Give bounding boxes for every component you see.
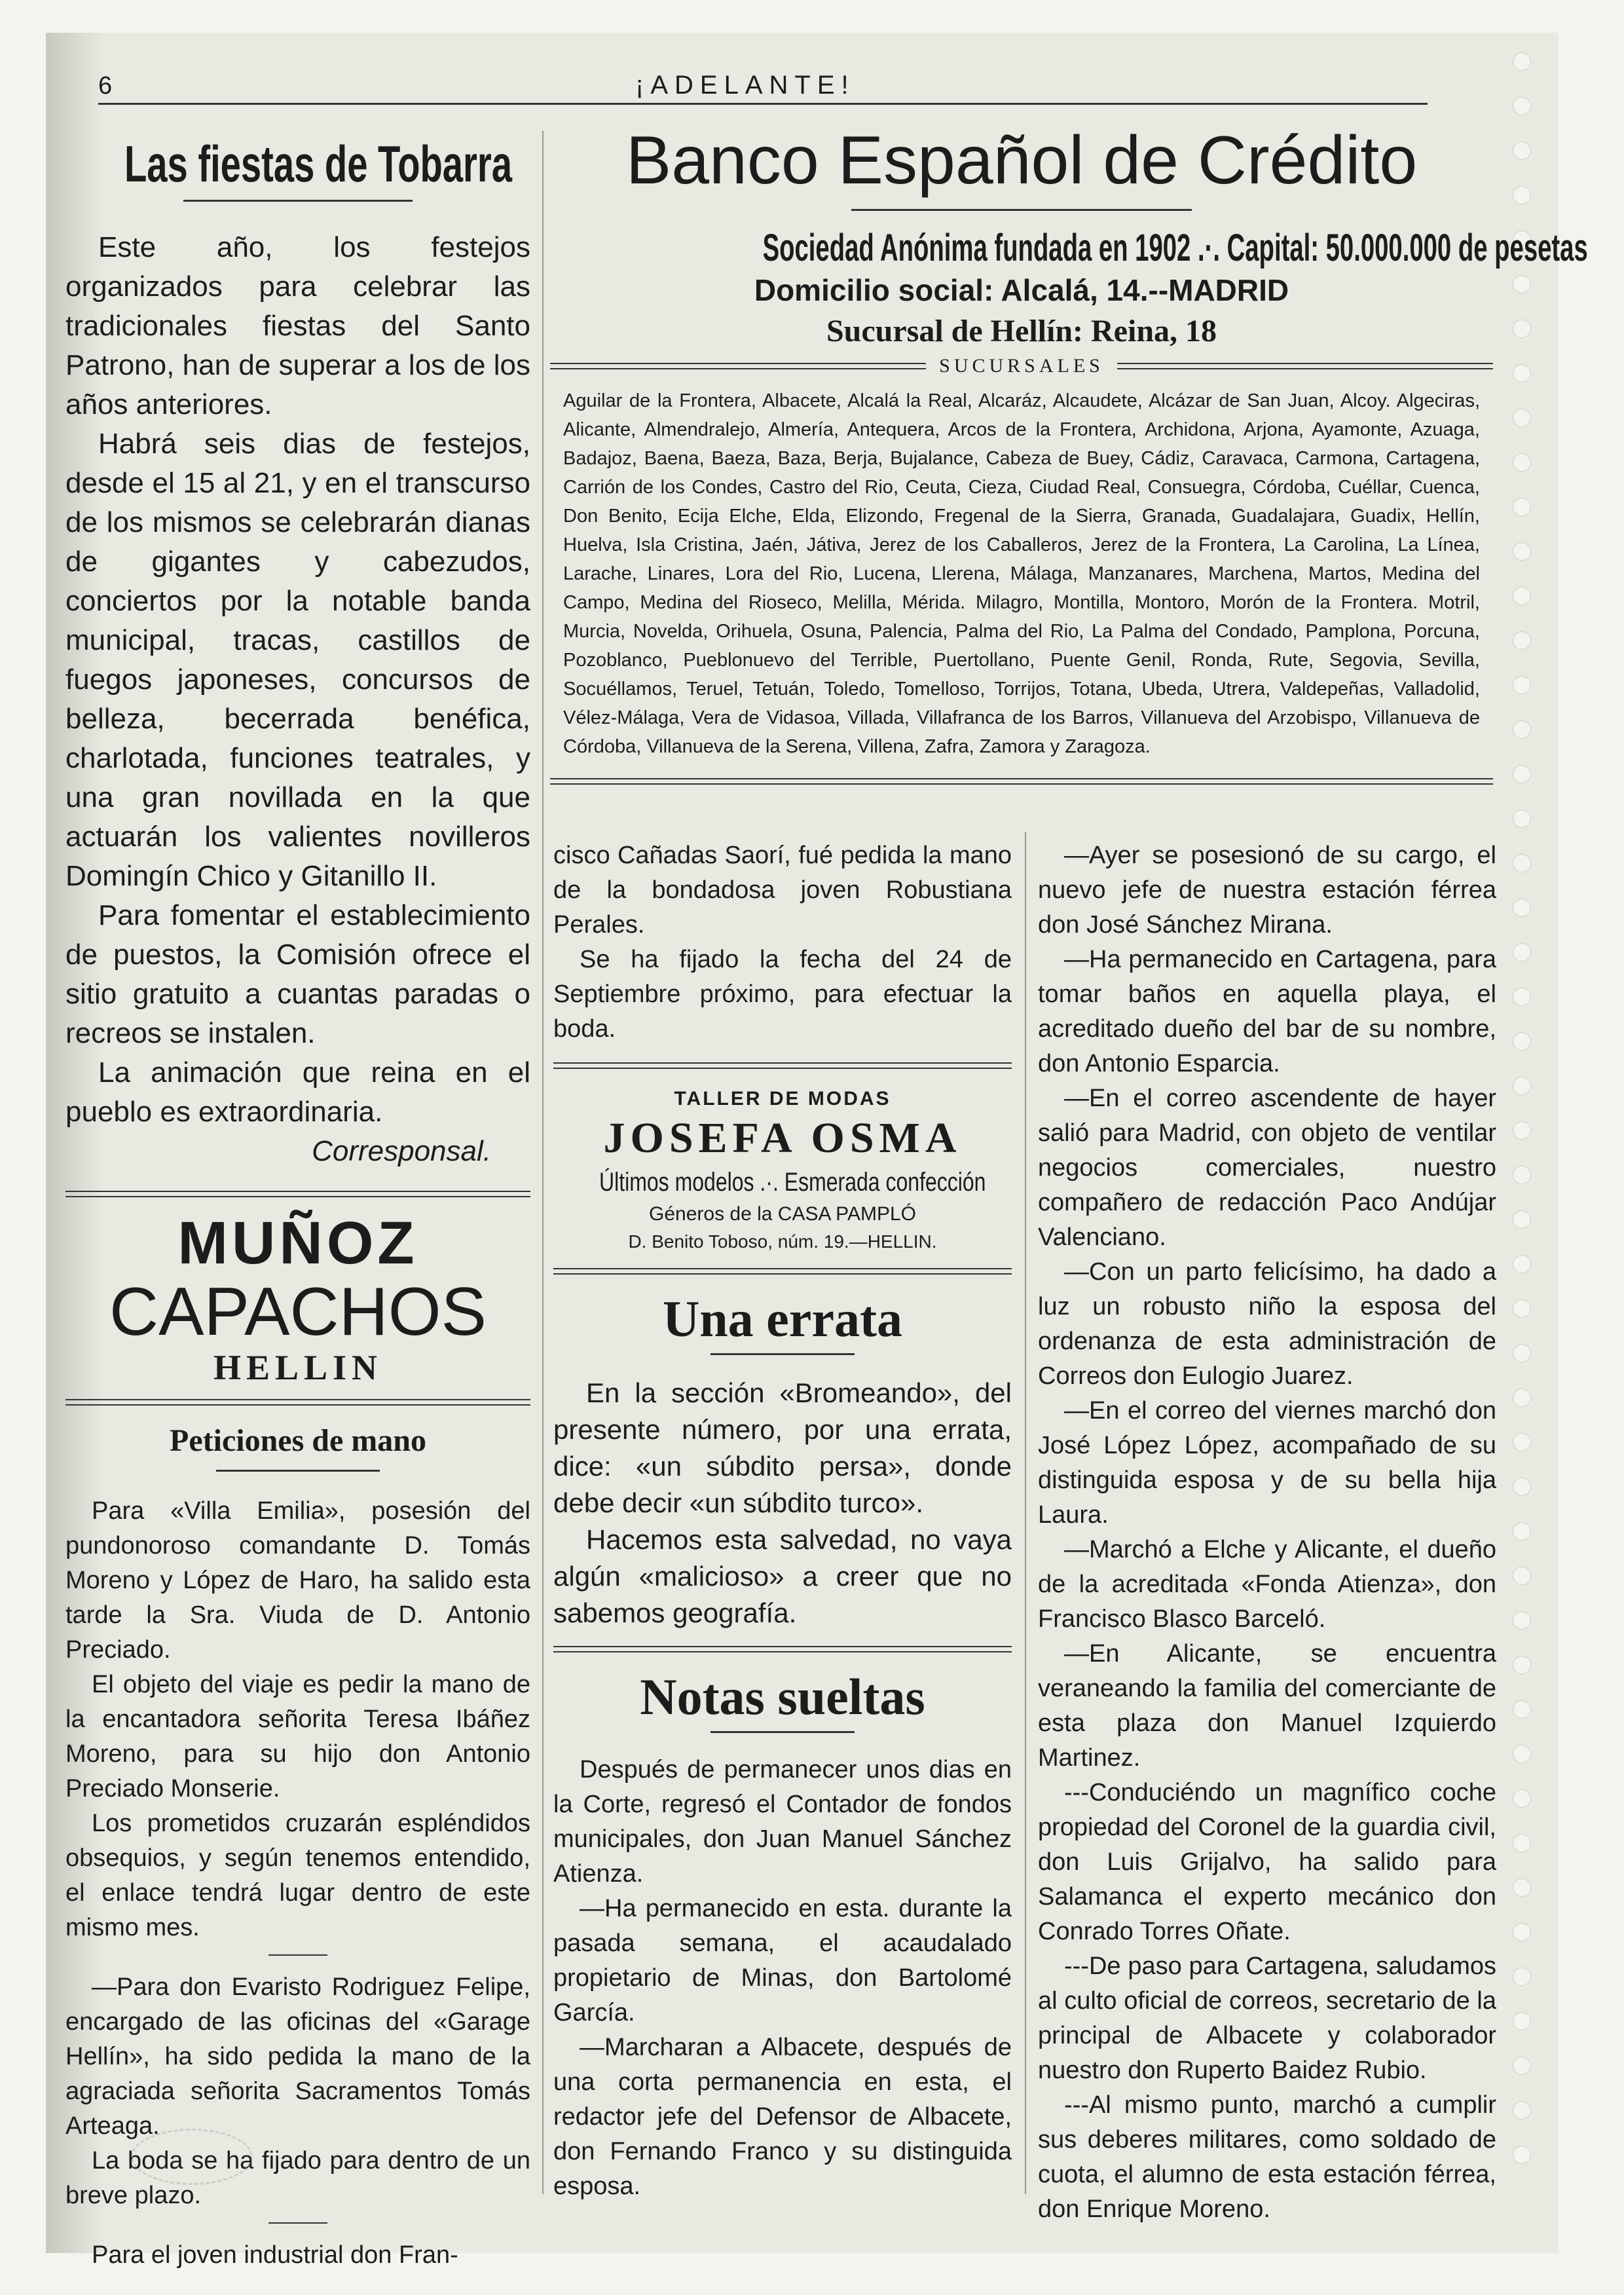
banco-advertisement	[550, 121, 1588, 785]
notas-paragraph: —Marcharan a Albacete, después de una corta permanencia en esta, el redactor jefe del Defensor de Albacete, don Fernando Franco y su distinguida esposa.	[553, 2034, 1012, 2200]
banco-branch-list: Aguilar de la Frontera, Albacete, Alcalá la Real, Alcaráz, Alcaudete, Alcázar de San Juan, Alcoy. Algeciras, Alicante, Almendralejo, Almería, Antequera, Arcos de la Frontera, Archidona, Arjona, Ayamonte, Azuaga, Badajoz, Baena, Baeza, Baza, Berja, Bujalance, Cabeza de Buey, Cádiz, Caravaca, Carmona, Cartagena, Carrión de los Condes, Castro del Rio, Ceuta, Cieza, Ciudad Real, Consuegra, Córdoba, Cuéllar, Cuenca, Don Benito, Ecija Elche, Elda, Elizondo, Fregenal de la Sierra, Granada, Guadalajara, Guadix, Hellín, Huelva, Isla Cristina, Jaén, Játiva, Jerez de los Caballeros, Jerez de la Frontera, La Carolina, La Línea, Larache, Linares, Lora del Rio, Lucena, Llerena, Málaga, Manzanares, Marchena, Martos, Medina del Campo, Medina del Rioseco, Melilla, Mérida. Milagro, Montilla, Montoro, Morón de la Frontera. Motril, Murcia, Novelda, Orihuela, Osuna, Palencia, Palma del Rio, La Palma del Condado, Pamplona, Porcuna, Pozoblanco, Pueblonuevo del Terrible, Puertollano, Puente Genil, Ronda, Rute, Segovia, Sevilla, Socuéllamos, Teruel, Tetuán, Toledo, Tomelloso, Torrijos, Totana, Ubeda, Utrera, Valdepeñas, Valladolid, Vélez-Málaga, Vera de Vidasoa, Villada, Villafranca de los Barros, Villanueva del Arzobispo, Villanueva de Córdoba, Villanueva de la Serena, Villena, Zafra, Zamora y Zaragoza.	[563, 390, 1480, 757]
peticiones-paragraph: Para el joven industrial don Fran-	[92, 2241, 458, 2269]
notas-item: —En el correo del viernes marchó don José López López, acompañado de su distinguida esposa y de su bella hija Laura.	[1038, 1397, 1496, 1529]
notas-item: —En Alicante, se encuentra veraneando la familia del comerciante de esta plaza don Manuel Izquierdo Martinez.	[1038, 1640, 1496, 1772]
errata-title-rule	[710, 1353, 855, 1355]
right-column	[1038, 838, 1496, 2227]
peticiones-continuation	[553, 838, 1012, 1047]
sucursales-label-row	[550, 355, 1493, 377]
notas-item: —Con un parto felicísimo, ha dado a luz un robusto niño la esposa del ordenanza de esta administración de Correos don Eulogio Juarez.	[1038, 1258, 1496, 1390]
taller-label: TALLER DE MODAS	[674, 1088, 891, 1110]
short-divider	[268, 2222, 327, 2224]
peticiones-paragraph: Para «Villa Emilia», posesión del pundonoroso comandante D. Tomás Moreno y López de Haro, ha salido esta tarde la Sra. Viuda de D. Antonio Preciado.	[65, 1497, 530, 1664]
errata-paragraph: En la sección «Bromeando», del presente número, por una errata, dice: «un súbdito persa», donde debe decir «un súbdito turco».	[553, 1377, 1012, 1518]
notas-continuation	[1038, 838, 1496, 2227]
munoz-line2: CAPACHOS	[109, 1274, 487, 1350]
banco-subtitle-box	[550, 227, 1588, 270]
double-rule-left	[550, 363, 926, 369]
page-number: 6	[98, 72, 113, 100]
munoz-advertisement	[65, 1210, 530, 1387]
column-separator	[1025, 832, 1026, 2194]
peticiones-paragraph: La boda se ha fijado para dentro de un breve plazo.	[65, 2147, 530, 2209]
section-double-rule	[65, 1191, 530, 1197]
notas-paragraph: Después de permanecer unos dias en la Corte, regresó el Contador de fondos municipales, don Juan Manuel Sánchez Atienza.	[553, 1756, 1012, 1888]
munoz-line1: MUÑOZ	[177, 1210, 418, 1277]
notas-paragraph: —Ha permanecido en esta. durante la pasada semana, el acaudalado propietario de Minas, don Bartolomé García.	[553, 1895, 1012, 2026]
fiestas-paragraph: Este año, los festejos organizados para celebrar las tradicionales fiestas del Santo Patrono, han de superar a los de los años anteriores.	[65, 231, 530, 420]
section-double-rule	[553, 1062, 1012, 1069]
middle-column	[553, 838, 1012, 2204]
taller-name: JOSEFA OSMA	[603, 1114, 962, 1162]
banco-sucursal: Sucursal de Hellín: Reina, 18	[826, 314, 1217, 348]
fiestas-title: Las fiestas de Tobarra	[124, 135, 512, 193]
taller-line3: D. Benito Toboso, núm. 19.—HELLIN.	[628, 1231, 937, 1252]
fiestas-paragraph: Para fomentar el establecimiento de puestos, la Comisión ofrece el sitio gratuito a cuantas paradas o recreos se instalen.	[65, 899, 530, 1049]
fiestas-heading-box	[65, 128, 530, 200]
taller-line2: Géneros de la CASA PAMPLÓ	[649, 1203, 916, 1225]
notas-item: ---Conduciéndo un magnífico coche propiedad del Coronel de la guardia civil, don Luis Grijalvo, ha salido para Salamanca el experto mecánico don Conrado Torres Oñate.	[1038, 1779, 1496, 1945]
taller-line1: Últimos modelos .·. Esmerada confección	[599, 1168, 986, 1197]
header-rule	[98, 103, 1428, 105]
perforation-strip	[1513, 52, 1532, 2190]
errata-paragraph: Hacemos esta salvedad, no vaya algún «malicioso» a creer que no sabemos geografía.	[553, 1524, 1012, 1628]
newspaper-title: ¡ADELANTE!	[635, 71, 855, 100]
banco-subtitle: Sociedad Anónima fundada en 1902 .·. Capital: 50.000.000 de pesetas	[762, 227, 1588, 269]
section-double-rule	[65, 1399, 530, 1406]
fiestas-paragraph: Habrá seis dias de festejos, desde el 15 al 21, y en el transcurso de los mismos se celebrarán dianas de gigantes y cabezudos, conciertos por la notable banda municipal, tracas, castillos de fuegos japoneses, concursos de belleza, becerrada benéfica, charlotada, funciones teatrales, y una gran novillada en la que actuarán los valientes novilleros Domingín Chico y Gitanillo II.	[65, 428, 530, 892]
page-header	[98, 65, 1428, 105]
sucursales-label: SUCURSALES	[939, 355, 1104, 377]
ink-stamp-mark	[131, 2129, 253, 2185]
peticiones-paragraph: El objeto del viaje es pedir la mano de la encantadora señorita Teresa Ibáñez Moreno, para su hijo don Antonio Preciado Monserie.	[65, 1671, 530, 1802]
continuation-paragraph: Se ha fijado la fecha del 24 de Septiembre próximo, para efectuar la boda.	[553, 946, 1012, 1043]
section-double-rule	[550, 778, 1493, 785]
notas-item: —Marchó a Elche y Alicante, el dueño de la acreditada «Fonda Atienza», don Francisco Blasco Barceló.	[1038, 1536, 1496, 1633]
fiestas-signature: Corresponsal.	[312, 1135, 491, 1167]
banco-domicilio: Domicilio social: Alcalá, 14.--MADRID	[754, 273, 1289, 307]
notas-title: Notas sueltas	[640, 1668, 925, 1725]
double-rule-right	[1117, 363, 1493, 369]
notas-item: —Ha permanecido en Cartagena, para tomar baños en aquella playa, el acreditado dueño del bar de su nombre, don Antonio Esparcia.	[1038, 946, 1496, 1077]
fiestas-article	[65, 228, 530, 1171]
notas-item: ---Al mismo punto, marchó a cumplir sus deberes militares, como soldado de cuota, el alumno de esta estación férrea, don Enrique Moreno.	[1038, 2091, 1496, 2223]
errata-title: Una errata	[662, 1290, 903, 1347]
peticiones-paragraph: Los prometidos cruzarán espléndidos obsequios, y según tenemos entendido, el enlace tendrá lugar dentro de este mismo mes.	[65, 1810, 530, 1941]
fiestas-paragraph: La animación que reina en el pueblo es extraordinaria.	[65, 1056, 530, 1128]
notas-item: ---De paso para Cartagena, saludamos al culto oficial de correos, secretario de la principal de Albacete y colaborador nuestro don Ruperto Baidez Rubio.	[1038, 1952, 1496, 2084]
column-separator	[542, 131, 544, 2194]
banco-title-rule	[851, 209, 1192, 211]
peticiones-title-rule	[216, 1470, 380, 1472]
peticiones-paragraph: —Para don Evaristo Rodriguez Felipe, encargado de las oficinas del «Garage Hellín», ha sido pedida la mano de la agraciada señorita Sacramentos Tomás Arteaga.	[65, 1973, 530, 2140]
notas-item: —En el correo ascendente de hayer salió para Madrid, con objeto de ventilar negocios comerciales, nuestro compañero de redacción Paco Andújar Valenciano.	[1038, 1085, 1496, 1251]
errata-article	[553, 1375, 1012, 1632]
notas-title-rule	[710, 1731, 855, 1733]
continuation-paragraph: cisco Cañadas Saorí, fué pedida la mano de la bondadosa joven Robustiana Perales.	[553, 842, 1012, 939]
banco-title: Banco Español de Crédito	[625, 122, 1418, 198]
notas-article	[553, 1753, 1012, 2204]
notas-item: —Ayer se posesionó de su cargo, el nuevo jefe de nuestra estación férrea don José Sánchez Mirana.	[1038, 842, 1496, 939]
peticiones-title: Peticiones de mano	[170, 1423, 426, 1458]
taller-advertisement	[553, 1086, 1012, 1255]
left-column	[65, 128, 530, 2273]
short-divider	[268, 1954, 327, 1956]
munoz-line3: HELLIN	[213, 1348, 383, 1387]
section-double-rule	[553, 1646, 1012, 1652]
section-double-rule	[553, 1268, 1012, 1275]
fiestas-title-rule	[183, 200, 413, 202]
